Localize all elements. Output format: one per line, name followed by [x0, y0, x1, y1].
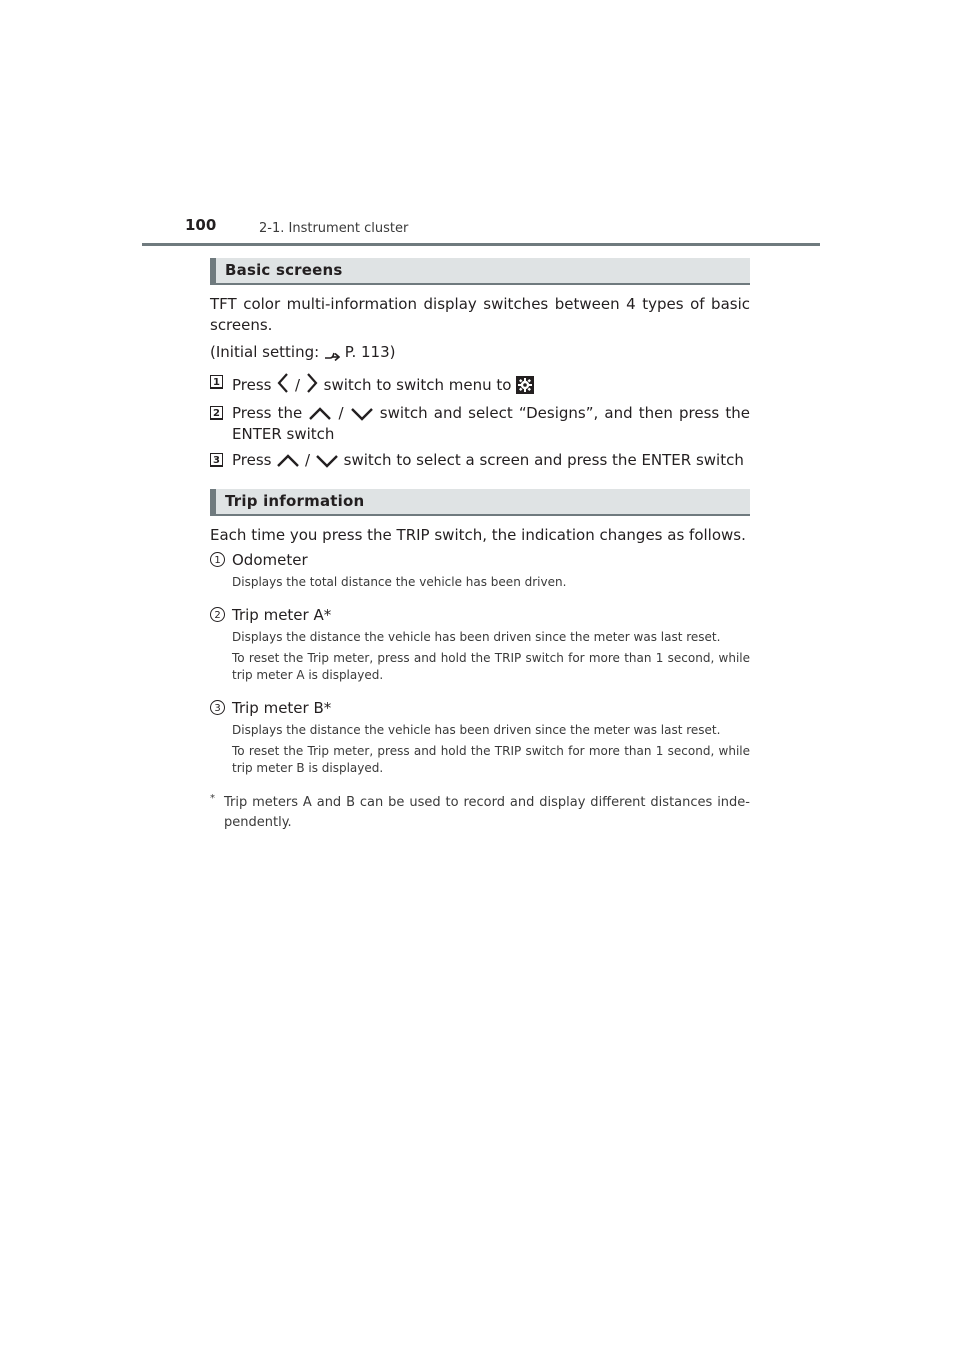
- item-number: 2: [210, 607, 225, 622]
- step-1: [210, 372, 750, 396]
- step-text: Press: [232, 451, 272, 469]
- step-separator: /: [295, 376, 301, 394]
- step-text: Press: [232, 376, 272, 394]
- step-text: Press the: [232, 404, 303, 422]
- chevron-right-icon: [305, 372, 319, 394]
- trip-item-trip-meter-a: [210, 605, 750, 684]
- gear-icon: [516, 376, 534, 394]
- step-3: [210, 450, 750, 471]
- chevron-left-icon: [276, 372, 290, 394]
- section-heading-label: Basic screens: [225, 261, 343, 279]
- chevron-down-icon: [350, 406, 374, 422]
- step-text: switch to select a screen and press the ENTER switch: [343, 451, 744, 469]
- initial-setting-line: [210, 342, 750, 363]
- item-title: Odometer: [232, 551, 308, 569]
- section-path: 2-1. Instrument cluster: [259, 221, 409, 236]
- chevron-up-icon: [308, 406, 332, 422]
- item-description: Displays the total distance the vehicle has been driven.: [232, 575, 567, 589]
- footnote-text: Trip meters A and B can be used to record and display different distances inde-pendently.: [224, 795, 750, 830]
- step-text: switch and select “Designs”, and then press the ENTER switch: [232, 404, 750, 443]
- page-content: [210, 258, 750, 833]
- footnote: [210, 793, 750, 833]
- basic-screens-intro: TFT color multi-information display switches between 4 types of basic screens.: [210, 295, 750, 334]
- chevron-down-icon: [315, 453, 339, 469]
- trip-item-trip-meter-b: [210, 698, 750, 777]
- arrow-right-icon: [324, 349, 340, 361]
- step-number: 3: [210, 453, 223, 467]
- step-number: 2: [210, 406, 223, 420]
- item-description: To reset the Trip meter, press and hold the TRIP switch for more than 1 second, while trip meter A is displayed.: [232, 651, 750, 682]
- header-divider: [142, 243, 820, 246]
- trip-information-intro: Each time you press the TRIP switch, the indication changes as follows.: [210, 526, 746, 544]
- page-reference-link[interactable]: P. 113): [344, 343, 396, 361]
- page-number: 100: [185, 216, 217, 234]
- item-description: Displays the distance the vehicle has been driven since the meter was last reset.: [232, 723, 721, 737]
- item-title: Trip meter A*: [232, 606, 332, 624]
- item-number: 1: [210, 552, 225, 567]
- page-header: [0, 0, 960, 250]
- item-description: Displays the distance the vehicle has been driven since the meter was last reset.: [232, 630, 721, 644]
- step-separator: /: [338, 404, 344, 422]
- item-number: 3: [210, 700, 225, 715]
- step-text: switch to switch menu to: [323, 376, 512, 394]
- item-description: To reset the Trip meter, press and hold the TRIP switch for more than 1 second, while trip meter B is displayed.: [232, 744, 750, 775]
- section-heading-label: Trip information: [225, 492, 365, 510]
- initial-setting-prefix: (Initial setting:: [210, 343, 320, 361]
- step-2: [210, 403, 750, 445]
- trip-item-odometer: [210, 550, 750, 591]
- footnote-mark: *: [210, 793, 215, 804]
- section-heading-basic-screens: [210, 258, 750, 285]
- item-title: Trip meter B*: [232, 699, 332, 717]
- step-number: 1: [210, 375, 223, 389]
- step-separator: /: [305, 451, 311, 469]
- chevron-up-icon: [276, 453, 300, 469]
- section-heading-trip-information: [210, 489, 750, 516]
